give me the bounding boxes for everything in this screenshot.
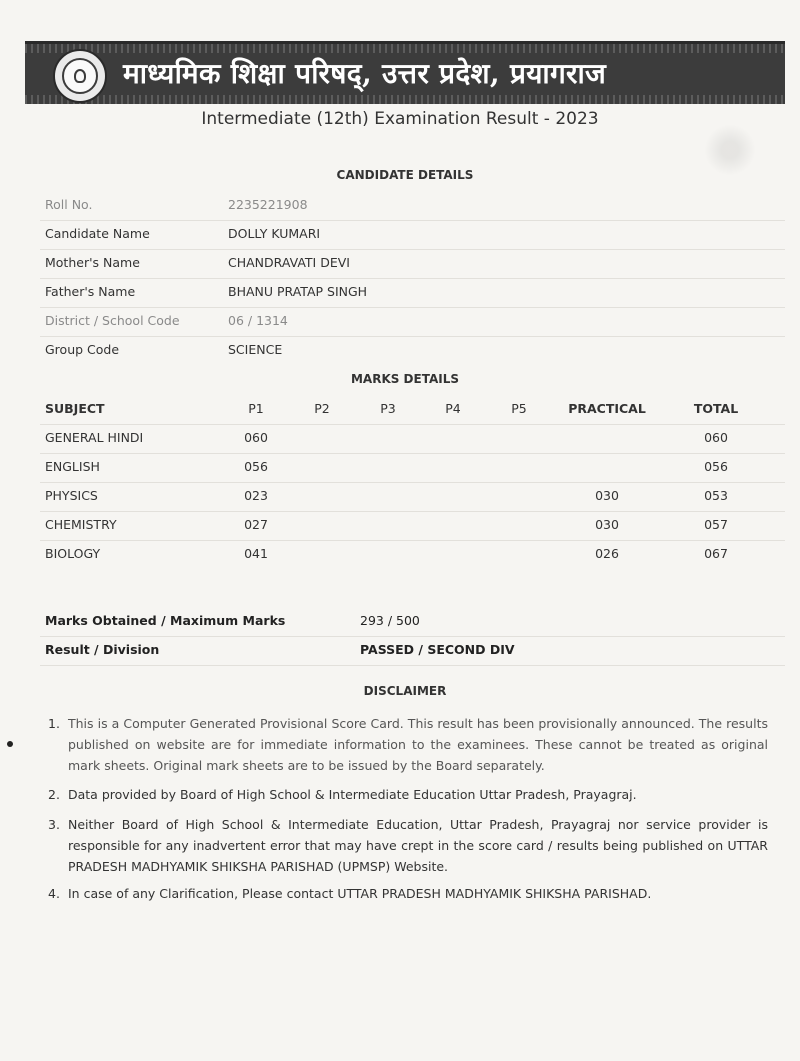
disclaimer-number: 1. [48, 716, 60, 731]
disclaimer-text: Neither Board of High School & Intermediate Education, Uttar Pradesh, Prayagraj nor service provider is responsible for any inadvertent error that may have crept in the score card / results being published on UTTAR PRADESH MADHYAMIK SHIKSHA PARISHAD (UPMSP) Website. [68, 817, 768, 874]
p1-cell: 056 [244, 459, 268, 474]
column-header-p5: P5 [511, 401, 527, 416]
mother-name-label: Mother's Name [45, 255, 140, 270]
column-header-subject: SUBJECT [45, 401, 105, 416]
total-cell: 056 [704, 459, 728, 474]
roll-no-value: 2235221908 [228, 197, 308, 212]
disclaimer-item [48, 814, 768, 877]
board-seal-icon [53, 49, 107, 103]
disclaimer-text: Data provided by Board of High School & Intermediate Education Uttar Pradesh, Prayagraj. [68, 787, 637, 802]
disclaimer-text: This is a Computer Generated Provisional Score Card. This result has been provisionally announced. The results published on website are for immediate information to the examinees. These cannot be treated as original mark sheets. Original mark sheets are to be issued by the Board separately. [68, 716, 768, 773]
disclaimer-number: 3. [48, 817, 60, 832]
p1-cell: 027 [244, 517, 268, 532]
practical-cell: 030 [595, 488, 619, 503]
paper-smudge [700, 120, 760, 180]
district-school-code-value: 06 / 1314 [228, 313, 288, 328]
mother-name-value: CHANDRAVATI DEVI [228, 255, 350, 270]
marks-details-heading: MARKS DETAILS [350, 372, 460, 386]
p1-cell: 023 [244, 488, 268, 503]
column-header-practical: PRACTICAL [568, 401, 646, 416]
result-division-value: PASSED / SECOND DIV [360, 642, 515, 657]
marks-obtained-value: 293 / 500 [360, 613, 420, 628]
banner-top-texture [25, 44, 785, 53]
disclaimer-number: 4. [48, 886, 60, 901]
disclaimer-item [48, 784, 768, 805]
total-cell: 053 [704, 488, 728, 503]
result-division-label: Result / Division [45, 642, 160, 657]
candidate-name-value: DOLLY KUMARI [228, 226, 321, 241]
district-school-code-label: District / School Code [45, 313, 180, 328]
column-header-p2: P2 [314, 401, 330, 416]
p1-cell: 060 [244, 430, 268, 445]
column-header-p4: P4 [445, 401, 461, 416]
disclaimer-item [48, 713, 768, 776]
subject-cell: GENERAL HINDI [45, 430, 144, 445]
column-header-p1: P1 [248, 401, 264, 416]
father-name-value: BHANU PRATAP SINGH [228, 284, 368, 299]
practical-cell: 030 [595, 517, 619, 532]
candidate-details-heading: CANDIDATE DETAILS [336, 168, 474, 182]
group-code-label: Group Code [45, 342, 120, 357]
total-cell: 060 [704, 430, 728, 445]
p1-cell: 041 [244, 546, 268, 561]
subject-cell: PHYSICS [45, 488, 98, 503]
header-banner [25, 41, 785, 104]
father-name-label: Father's Name [45, 284, 136, 299]
total-cell: 067 [704, 546, 728, 561]
total-cell: 057 [704, 517, 728, 532]
subject-cell: BIOLOGY [45, 546, 101, 561]
banner-bottom-texture [25, 95, 785, 104]
subject-cell: ENGLISH [45, 459, 100, 474]
exam-title: Intermediate (12th) Examination Result - 2023 [201, 109, 599, 129]
ink-dot [7, 741, 13, 747]
column-header-p3: P3 [380, 401, 396, 416]
roll-no-label: Roll No. [45, 197, 93, 212]
disclaimer-heading: DISCLAIMER [363, 684, 447, 698]
column-header-total: TOTAL [693, 401, 739, 416]
marks-obtained-label: Marks Obtained / Maximum Marks [45, 613, 286, 628]
disclaimer-text: In case of any Clarification, Please contact UTTAR PRADESH MADHYAMIK SHIKSHA PARISHAD. [68, 886, 652, 901]
candidate-name-label: Candidate Name [45, 226, 150, 241]
board-title: माध्यमिक शिक्षा परिषद्, उत्तर प्रदेश, प्रयागराज [123, 57, 607, 90]
disclaimer-number: 2. [48, 787, 60, 802]
disclaimer-item [48, 883, 768, 904]
practical-cell: 026 [595, 546, 619, 561]
subject-cell: CHEMISTRY [45, 517, 117, 532]
group-code-value: SCIENCE [228, 342, 283, 357]
